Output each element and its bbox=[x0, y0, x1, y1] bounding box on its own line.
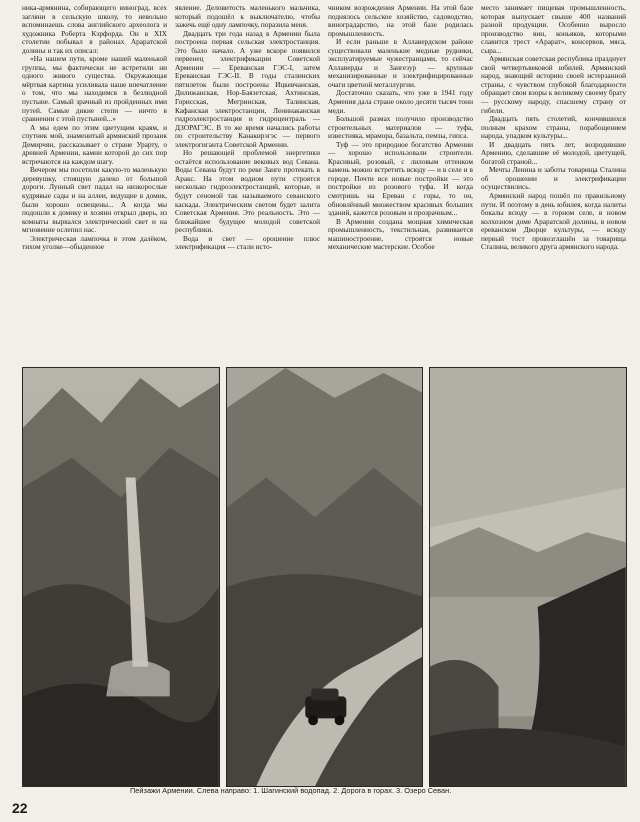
article-column-4 bbox=[481, 4, 626, 362]
photo-waterfall bbox=[22, 367, 220, 787]
photo-caption: Пейзажи Армении. Слева направо: 1. Шагинский водопад. 2. Дорога в горах. 3. Озеро Севан. bbox=[130, 786, 452, 795]
paragraph: Электрическая лампочка в этом далёком, тихом уголке—обыденное bbox=[22, 233, 167, 252]
paragraph: Двадцать три года назад в Армении была построена первая сельская электростанция. Это было начало. А уже вскоре появился первенец электрификации Советской Армении — Ереванская ГЭС-I, затем Ереванская ГЭС-II. В годы сталинских пятилеток были построены Ицкевчанская, Дилижанская, Нор-Баязетская, Ахтинская, Горисская, Мегринская, Талинская, Кафанская электростанции, Ленинаканская гидроэлектростанция и гидроцентраль — ДЗОРАГЭС. В то же время начались работы по строительству Канакирэгэс — первого электрогиганта Советской Армении. bbox=[175, 28, 320, 149]
paragraph: Большой размах получило производство строительных материалов — туфа, известняка, мрамора, базальта, пемзы, гипса. bbox=[328, 114, 473, 141]
paragraph: И двадцать пять лет, возродившие Армению, сделавшие её молодой, цветущей, богатой страной... bbox=[481, 139, 626, 166]
paragraph: И если раньше в Аллавердском районе существовали маленькие медные рудники, эксплуатируемые чужестранцами, то сейчас Аллаверды и Зангезур — крупные механизированные и электрифицированные очаги цветной металлургии. bbox=[328, 37, 473, 89]
paragraph: В Армении создана мощная химическая промышленность, текстильная, развивается машиностроение, строятся новые механические мастерские. Особое bbox=[328, 216, 473, 252]
paragraph: Армянский народ пошёл по правильному пути. И поэтому в день юбилея, когда налиты бокалы всюду — в горном селе, в новом колхозном доме Араратской долины, в новом ереванском Дворце культуры, — всюду первый тост провозглашён за товарища Сталина, великого друга армянского народа. bbox=[481, 191, 626, 252]
paragraph: Но решающей проблемой энергетики остаётся использование вековых вод Севана. Воды Севана будут по реке Занге протекать в Аракс. На этом водном пути строятся несколько гидроэлектростанций, которые, и будут сеномой так называемого севанского каскада. Электрическим светом будет залита Советская Армения. Это реальность. Это — ближайшее будущее молодой советской республики. bbox=[175, 148, 320, 235]
photo-strip bbox=[22, 367, 627, 787]
photo-mountain-road bbox=[226, 367, 424, 787]
paragraph: Армянская советская республика празднует свой четвертьвековой юбилей. Армянский народ, знающий историю своей истерзанной страны, с чувством глубокой благодарности обращает свои взоры к великому своему брату — русскому народу, спасшему страну от гибели. bbox=[481, 54, 626, 115]
article-column-1 bbox=[22, 4, 167, 362]
article-column-2 bbox=[175, 4, 320, 362]
article-columns bbox=[22, 4, 626, 362]
paragraph: чником возрождения Армении. На этой базе поднялось сельское хозяйство, садоводство, виноградарство, на этой базе родилась промышленность. bbox=[328, 4, 473, 38]
paragraph: А мы едем по этим цветущим краям, и спутник мой, знаменитый армянский прозаик Демирчян, рассказывает о стране Урарту, о древней Армении, камни которой до сих пор встречаются на каждом шагу. bbox=[22, 122, 167, 166]
paragraph: явление. Деловитость маленького мальчика, который подошёл к выключателю, чтобы зажечь ещё одну лампочку, поразила меня. bbox=[175, 4, 320, 30]
paragraph: Туф — это природное богатство Армении — хорошо использовали строители. Красивый, розовый, с лиловым оттенком камень можно встретить всюду — и в селе и в городе. Почти все новые постройки — это постройки из розового туфа. И когда смотришь на Ереван с горы, то он, обновлённый множеством красивых больших зданий, кажется розовым и прозрачным... bbox=[328, 139, 473, 218]
photo-lake-sevan bbox=[429, 367, 627, 787]
article-column-3 bbox=[328, 4, 473, 362]
paragraph: «На нашем пути, кроме нашей маленькой группы, мы фактически не встретили ни одного живого существа. Окружающая мёртвая картина усиливала наше впечатление о том, что мы находимся в безлюдной пустыне. Самый зрачный из пройденных ими путей. Самые дикие степи — ничто в сравнении с этой пустыней...» bbox=[22, 54, 167, 124]
paragraph: ника-армянина, собирающего виноград, всех загляни в сельскую школу, то невольно вспоминаешь слова английского археолога и художника Роберта Кэрфорда. Он в XIX столетии побывал в районах Араратской долины и так их описал: bbox=[22, 4, 167, 55]
paragraph: Достаточно сказать, что уже в 1941 году Армения дала стране около десяти тысяч тонн меди. bbox=[328, 88, 473, 115]
paragraph: место занимает пищевая промышленность, которая выпускает свыше 400 названий разной продукции. Особенно выросло производство вин, коньяков, которыми славится трест «Арарат», консервов, мяса, сыра... bbox=[481, 4, 626, 55]
paragraph: Вечером мы посетили какую-то маленькую деревушку, стоящую далеко от большой дороги. Лунный свет падал на низкорослые кудрявые сады и на аллеи, ведущие в домик, были хорошо освещены... А когда мы подошли к домику и хозяин открыл дверь, из комнаты вырвался электрический свет и на мгновение ослепил нас. bbox=[22, 165, 167, 235]
paragraph: Двадцать пять столетий, кончившихся полным крахом страны, порабощением народа, упадком культуры... bbox=[481, 114, 626, 141]
page-number: 22 bbox=[12, 800, 28, 816]
paragraph: Мечты Ленина и заботы товарища Сталина об орошении и электрификации осуществились. bbox=[481, 165, 626, 192]
paragraph: Вода и свет — орошение плюс электрификация — стали исто- bbox=[175, 233, 320, 252]
